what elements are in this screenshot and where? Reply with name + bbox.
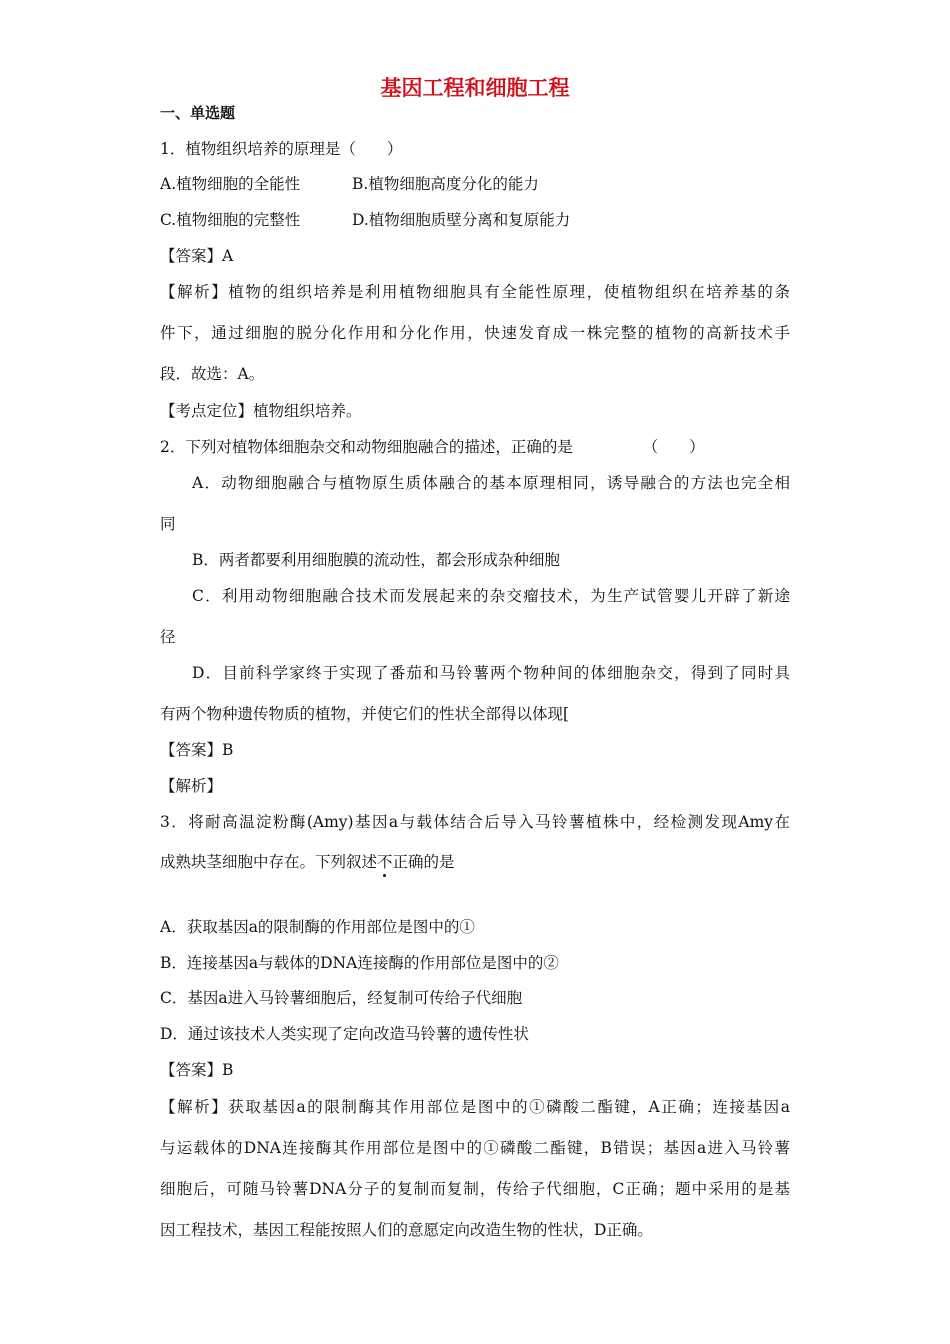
q1-option-b: B.植物细胞高度分化的能力	[352, 175, 539, 193]
q2-option-d-line2: 有两个物种遗传物质的植物，并使它们的性状全部得以体现[	[160, 705, 570, 723]
section-heading: 一、单选题	[160, 104, 236, 122]
q2-option-d-line1: D．目前科学家终于实现了番茄和马铃薯两个物种间的体细胞杂交，得到了同时具	[192, 664, 790, 682]
q1-option-a: A.植物细胞的全能性	[160, 175, 301, 193]
q2-option-a-line2: 同	[160, 515, 176, 533]
q3-stem-line1: 3．将耐高温淀粉酶(Amy)基因a与载体结合后导入马铃薯植株中，经检测发现Amy在	[160, 813, 790, 831]
q1-analysis-line1: 【解析】植物的组织培养是利用植物细胞具有全能性原理，使植物组织在培养基的条	[160, 283, 790, 301]
q2-stem: 2．下列对植物体细胞杂交和动物细胞融合的描述，正确的是 （ ）	[160, 438, 705, 456]
q3-stem-line2	[160, 852, 790, 872]
q2-answer: 【答案】B	[160, 741, 234, 759]
q3-analysis-line2: 与运载体的DNA连接酶其作用部位是图中的①磷酸二酯键，B错误；基因a进入马铃薯	[160, 1139, 790, 1157]
q3-option-d: D．通过该技术人类实现了定向改造马铃薯的遗传性状	[160, 1025, 529, 1043]
q1-analysis-line3: 段．故选：A。	[160, 365, 265, 383]
q1-options-row2	[160, 210, 790, 230]
q1-stem: 1．植物组织培养的原理是（ ）	[160, 140, 403, 158]
q1-options-row1	[160, 174, 790, 194]
q2-option-c-line2: 径	[160, 628, 176, 646]
q2-option-b: B．两者都要利用细胞膜的流动性，都会形成杂种细胞	[192, 551, 560, 569]
q2-analysis: 【解析】	[160, 777, 223, 795]
q1-answer: 【答案】A	[160, 247, 234, 265]
q3-option-b: B．连接基因a与载体的DNA连接酶的作用部位是图中的②	[160, 954, 559, 972]
q3-stem-text-post: 正确的是	[392, 853, 455, 871]
q1-analysis-line2: 件下，通过细胞的脱分化作用和分化作用，快速发育成一株完整的植物的高新技术手	[160, 324, 790, 342]
q1-option-d: D.植物细胞质壁分离和复原能力	[352, 211, 571, 229]
q1-option-c: C.植物细胞的完整性	[160, 211, 301, 229]
q3-analysis-line4: 因工程技术，基因工程能按照人们的意愿定向改造生物的性状，D正确。	[160, 1221, 653, 1239]
q3-emphasis-char: 不	[377, 853, 393, 871]
q3-stem-text-pre: 成熟块茎细胞中存在。下列叙述	[160, 853, 378, 871]
q2-option-a-line1: A．动物细胞融合与植物原生质体融合的基本原理相同，诱导融合的方法也完全相	[192, 474, 790, 492]
q3-answer: 【答案】B	[160, 1061, 234, 1079]
q3-analysis-line3: 细胞后，可随马铃薯DNA分子的复制而复制，传给子代细胞，C正确；题中采用的是基	[160, 1180, 790, 1198]
q1-kaodian: 【考点定位】植物组织培养。	[160, 402, 362, 420]
q3-analysis-line1: 【解析】获取基因a的限制酶其作用部位是图中的①磷酸二酯键，A正确；连接基因a	[160, 1098, 790, 1116]
q2-option-c-line1: C．利用动物细胞融合技术而发展起来的杂交瘤技术，为生产试管婴儿开辟了新途	[192, 587, 790, 605]
q3-option-c: C．基因a进入马铃薯细胞后，经复制可传给子代细胞	[160, 989, 523, 1007]
q3-option-a: A．获取基因a的限制酶的作用部位是图中的①	[160, 918, 475, 936]
document-title: 基因工程和细胞工程	[380, 76, 570, 100]
